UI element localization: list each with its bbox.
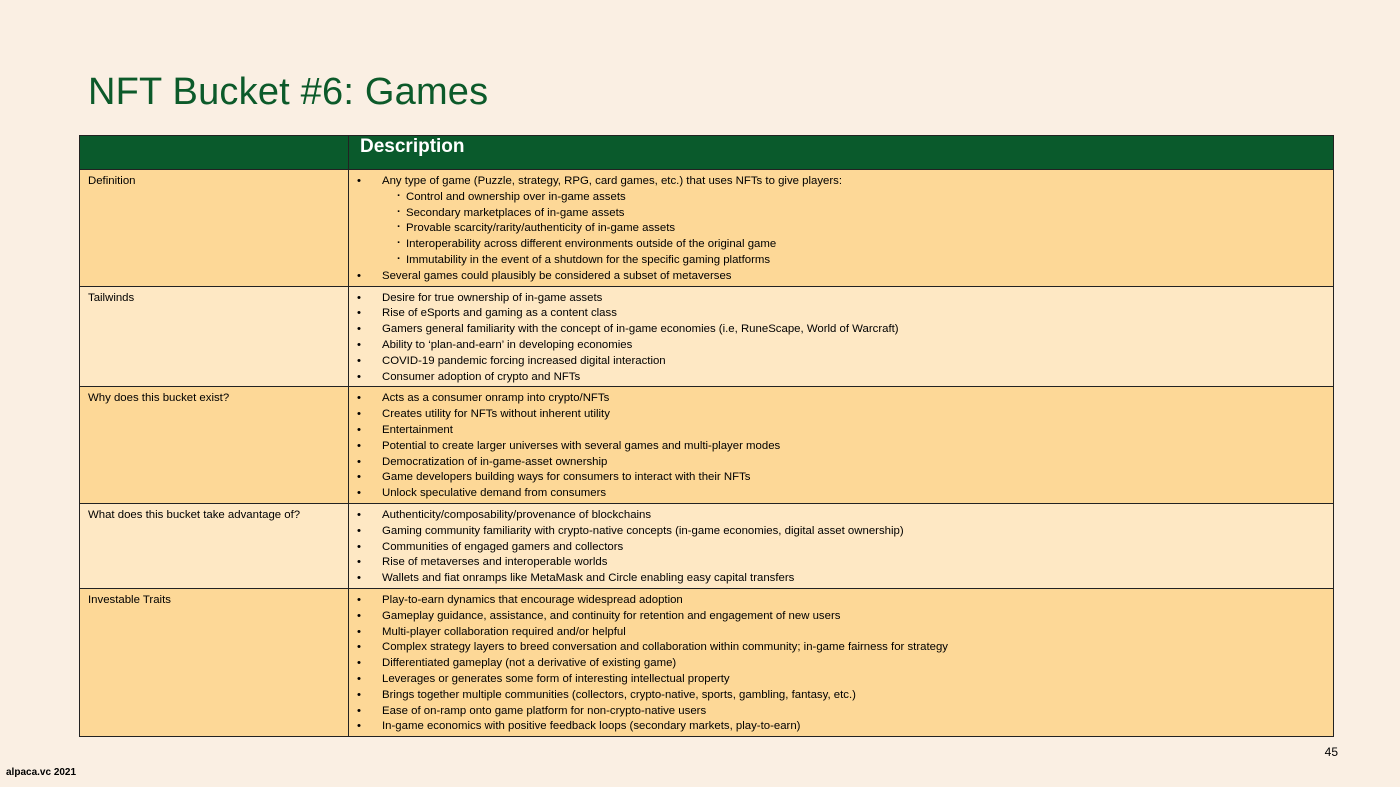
list-item-text: Entertainment xyxy=(382,423,453,436)
row-label: Definition xyxy=(80,170,349,287)
list-item-text: Leverages or generates some form of interesting intellectual property xyxy=(382,672,730,685)
list-item xyxy=(357,609,1327,625)
list-item xyxy=(357,625,1327,641)
bullet-list xyxy=(357,593,1327,735)
list-item xyxy=(357,486,1327,502)
page-number: 45 xyxy=(1324,745,1338,759)
list-item xyxy=(357,656,1327,672)
sub-list-item: · Secondary marketplaces of in-game assets xyxy=(382,206,1327,222)
list-item-text: Complex strategy layers to breed conversation and collaboration within community; in-game fairness for strategy xyxy=(382,641,949,654)
list-item-text: Any type of game (Puzzle, strategy, RPG, card games, etc.) that uses NFTs to give players: xyxy=(382,175,843,187)
bucket-table-wrapper xyxy=(79,135,1333,737)
table-header-row xyxy=(80,136,1334,170)
list-item xyxy=(357,555,1327,571)
list-item-text: Gamers general familiarity with the concept of in-game economies (i.e, RuneScape, World of Warcraft) xyxy=(382,323,899,336)
sub-list-item: · Provable scarcity/rarity/authenticity of in-game assets xyxy=(382,221,1327,237)
list-item-text: Potential to create larger universes with several games and multi-player modes xyxy=(382,439,781,452)
header-description: Description xyxy=(349,136,1334,170)
list-item xyxy=(357,593,1327,609)
bucket-table xyxy=(79,135,1334,737)
list-item xyxy=(357,524,1327,540)
row-description xyxy=(349,588,1334,736)
table-row xyxy=(80,170,1334,287)
sub-list-item: · Control and ownership over in-game assets xyxy=(382,190,1327,206)
list-item xyxy=(357,322,1327,338)
row-label: Investable Traits xyxy=(80,588,349,736)
bullet-list xyxy=(357,391,1327,502)
table-row xyxy=(80,387,1334,504)
list-item xyxy=(357,439,1327,455)
row-label: Tailwinds xyxy=(80,286,349,387)
table-row xyxy=(80,286,1334,387)
list-item-text: Differentiated gameplay (not a derivative of existing game) xyxy=(382,657,677,670)
list-item xyxy=(357,719,1327,735)
list-item-text: Creates utility for NFTs without inherent utility xyxy=(382,408,610,421)
list-item xyxy=(357,508,1327,524)
row-label: What does this bucket take advantage of? xyxy=(80,503,349,588)
list-item xyxy=(357,423,1327,439)
list-item-text: COVID-19 pandemic forcing increased digital interaction xyxy=(382,354,666,367)
list-item xyxy=(357,640,1327,656)
list-item-text: Rise of eSports and gaming as a content class xyxy=(382,307,617,320)
list-item xyxy=(357,338,1327,354)
footer-credit: alpaca.vc 2021 xyxy=(6,767,77,778)
bullet-list xyxy=(357,508,1327,587)
list-item xyxy=(357,704,1327,720)
list-item-text: In-game economics with positive feedback loops (secondary markets, play-to-earn) xyxy=(382,720,801,733)
list-item xyxy=(357,407,1327,423)
list-item-text: Game developers building ways for consumers to interact with their NFTs xyxy=(382,471,751,484)
list-item-text: Multi-player collaboration required and/or helpful xyxy=(382,625,626,638)
list-item xyxy=(357,672,1327,688)
table-body xyxy=(80,170,1334,737)
list-item xyxy=(357,354,1327,370)
list-item-text: Desire for true ownership of in-game assets xyxy=(382,291,603,304)
list-item-text: Acts as a consumer onramp into crypto/NFTs xyxy=(382,392,610,405)
list-item xyxy=(357,455,1327,471)
list-item-text: Democratization of in-game-asset ownership xyxy=(382,455,608,468)
sub-list-item: · Interoperability across different environments outside of the original game xyxy=(382,237,1327,253)
list-item xyxy=(357,540,1327,556)
row-description xyxy=(349,503,1334,588)
row-label: Why does this bucket exist? xyxy=(80,387,349,504)
list-item xyxy=(357,391,1327,407)
list-item xyxy=(357,306,1327,322)
list-item-text: Gameplay guidance, assistance, and continuity for retention and engagement of new users xyxy=(382,609,841,622)
list-item-text: Play-to-earn dynamics that encourage widespread adoption xyxy=(382,593,683,606)
sub-bullet-list xyxy=(382,190,1327,269)
list-item-text: Communities of engaged gamers and collectors xyxy=(382,540,624,553)
list-item xyxy=(357,688,1327,704)
list-item-text: Brings together multiple communities (collectors, crypto-native, sports, gambling, fantasy, etc.) xyxy=(382,688,856,701)
bullet-list xyxy=(357,291,1327,386)
table-row xyxy=(80,503,1334,588)
row-description xyxy=(349,170,1334,287)
row-description xyxy=(349,286,1334,387)
list-item xyxy=(357,370,1327,386)
list-item xyxy=(357,174,1327,269)
table-row xyxy=(80,588,1334,736)
slide-title: NFT Bucket #6: Games xyxy=(88,71,489,113)
list-item-text: Rise of metaverses and interoperable worlds xyxy=(382,556,608,569)
list-item-text: Several games could plausibly be considered a subset of metaverses xyxy=(382,269,732,282)
list-item xyxy=(357,291,1327,307)
list-item xyxy=(357,269,1327,285)
list-item xyxy=(357,571,1327,587)
list-item-text: Ability to ‘plan-and-earn’ in developing economies xyxy=(382,338,633,351)
list-item-text: Consumer adoption of crypto and NFTs xyxy=(382,370,581,383)
header-empty-cell xyxy=(80,136,349,170)
sub-list-item: · Immutability in the event of a shutdown for the specific gaming platforms xyxy=(382,253,1327,269)
list-item-text: Gaming community familiarity with crypto-native concepts (in-game economies, digital asset ownership) xyxy=(382,524,904,537)
list-item xyxy=(357,470,1327,486)
list-item-text: Unlock speculative demand from consumers xyxy=(382,487,607,500)
list-item-text: Authenticity/composability/provenance of blockchains xyxy=(382,508,652,521)
list-item-text: Wallets and fiat onramps like MetaMask and Circle enabling easy capital transfers xyxy=(382,572,795,585)
row-description xyxy=(349,387,1334,504)
bullet-list xyxy=(357,174,1327,285)
list-item-text: Ease of on-ramp onto game platform for non-crypto-native users xyxy=(382,704,707,717)
